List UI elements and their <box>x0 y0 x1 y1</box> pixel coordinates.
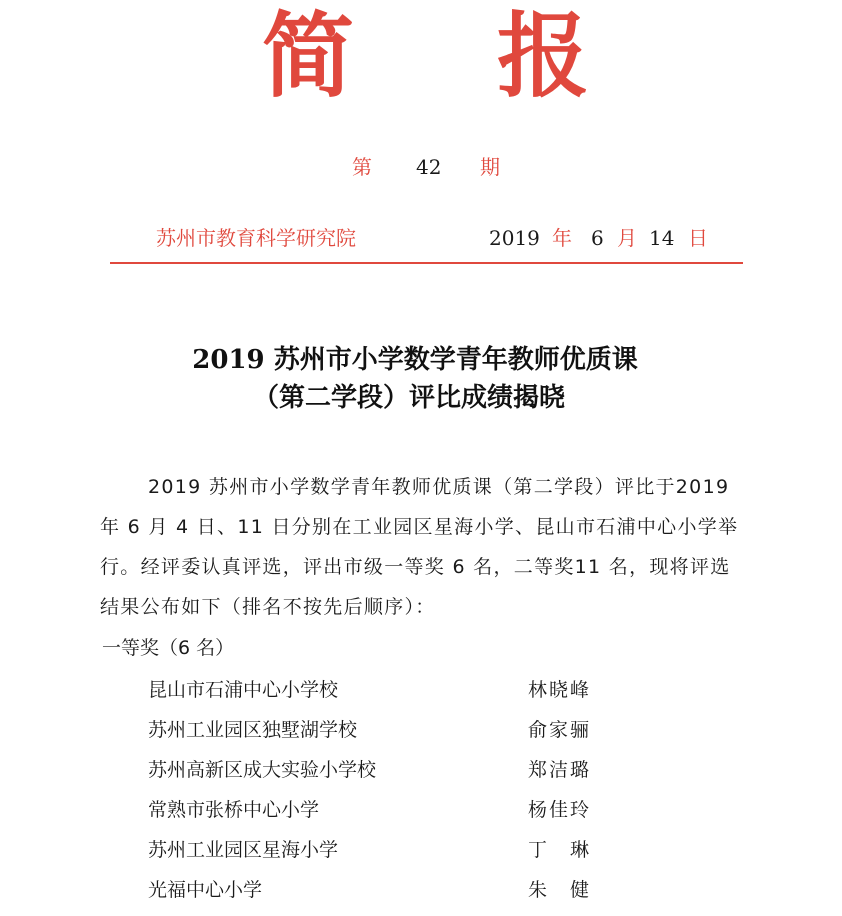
issue-prefix: 第 <box>352 155 372 179</box>
masthead-title <box>0 2 842 112</box>
school-name: 常熟市张桥中心小学 <box>148 799 320 821</box>
list-item <box>0 792 842 832</box>
date-month-unit: 月 <box>617 226 637 250</box>
teacher-name: 俞家骊 <box>528 719 592 741</box>
school-name: 光福中心小学 <box>148 879 263 901</box>
teacher-name: 丁 琳 <box>528 839 592 861</box>
teacher-name: 朱 健 <box>528 879 592 901</box>
first-prize-heading: 一等奖（6 名） <box>102 637 235 659</box>
school-name: 苏州工业园区星海小学 <box>148 839 339 861</box>
date-day: 14 <box>649 226 675 250</box>
issue-suffix: 期 <box>480 155 500 179</box>
list-item <box>0 712 842 752</box>
teacher-name: 杨佳玲 <box>528 799 592 821</box>
list-item <box>0 832 842 872</box>
date-month: 6 <box>591 226 604 250</box>
date-day-unit: 日 <box>688 226 708 250</box>
school-name: 昆山市石浦中心小学校 <box>148 679 339 701</box>
school-name: 苏州高新区成大实验小学校 <box>148 759 377 781</box>
list-item <box>0 672 842 712</box>
date-year: 2019 <box>489 226 540 250</box>
teacher-name: 郑洁璐 <box>528 759 592 781</box>
list-item <box>0 752 842 792</box>
issue-number: 42 <box>416 155 442 179</box>
school-name: 苏州工业园区独墅湖学校 <box>148 719 358 741</box>
teacher-name: 林晓峰 <box>528 679 592 701</box>
first-prize-list <box>0 672 842 912</box>
masthead-title-char-2: 报 <box>497 3 590 110</box>
publisher-name: 苏州市教育科学研究院 <box>156 226 356 250</box>
body-paragraph: 2019 苏州市小学数学青年教师优质课（第二学段）评比于2019 年 6 月 4 日、11 日分别在工业园区星海小学、昆山市石浦中心小学举行。经评委认真评选，评出市级一等奖 6 名，二等奖11 名，现将评选结果公布如下（排名不按先后顺序）： <box>100 476 739 618</box>
masthead-divider <box>110 262 743 264</box>
masthead-title-char-1: 简 <box>262 3 355 110</box>
headline-line-1: 2019 苏州市小学数学青年教师优质课 <box>192 345 638 375</box>
list-item <box>0 872 842 912</box>
issue-line <box>0 150 842 184</box>
headline-line-2: （第二学段）评比成绩揭晓 <box>252 383 565 413</box>
publisher-date-line <box>0 220 842 256</box>
date-year-unit: 年 <box>552 226 572 250</box>
